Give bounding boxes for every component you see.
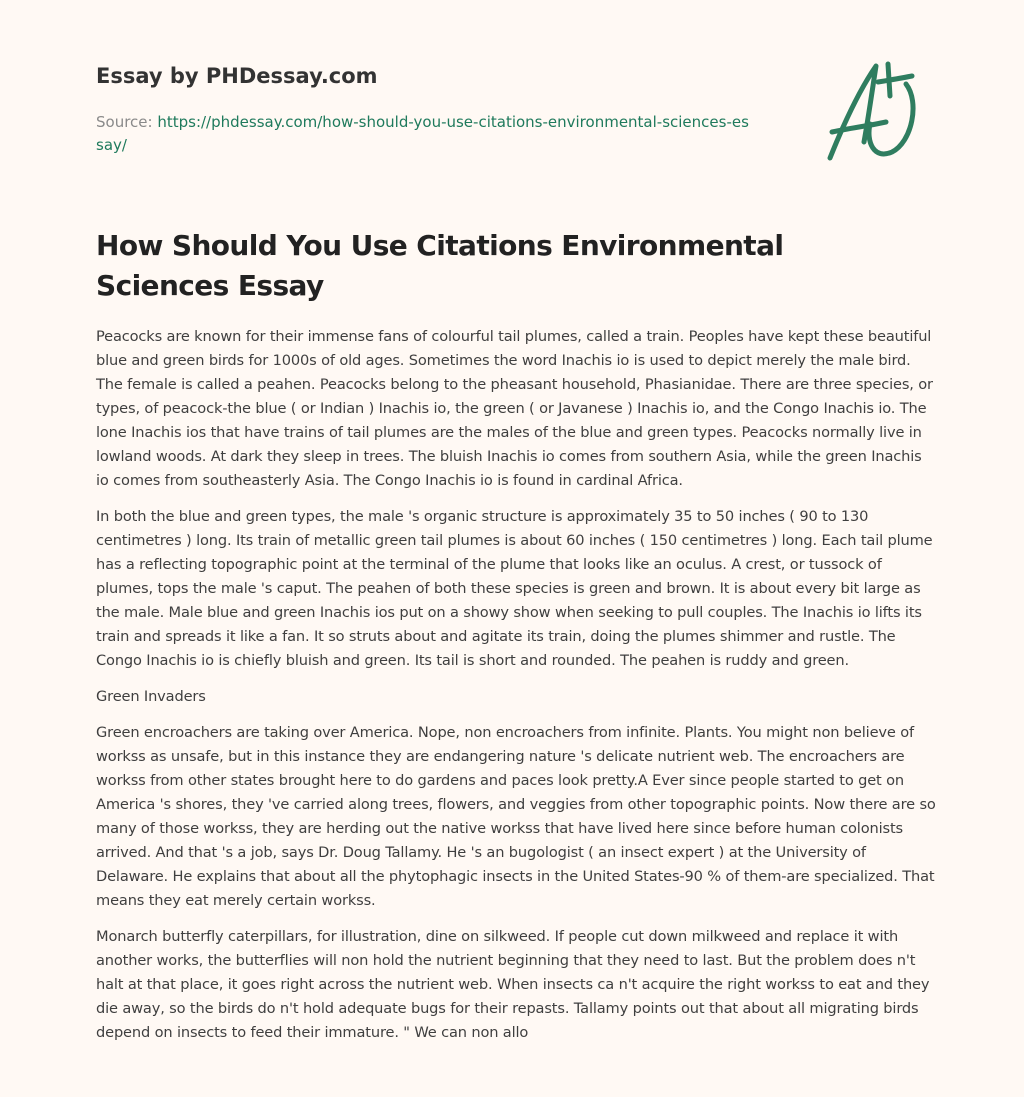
essay-body — [96, 325, 936, 1057]
paragraph: In both the blue and green types, the male 's organic structure is approximately 35 to 50 inches ( 90 to 130 centimetres ) long. Its train of metallic green tail plumes is about 60 inches ( 150 centimetres ) long. Each tail plume has a reflecting topographic point at the terminal of the plume that looks like an oculus. A crest, or tussock of plumes, tops the male 's caput. The peahen of both these species is green and brown. It is about every bit large as the male. Male blue and green Inachis ios put on a showy show when seeking to pull couples. The Inachis io lifts its train and spreads it like a fan. It so struts about and agitate its train, doing the plumes shimmer and rustle. The Congo Inachis io is chiefly bluish and green. Its tail is short and rounded. The peahen is ruddy and green. — [96, 508, 933, 669]
paragraph: Monarch butterfly caterpillars, for illustration, dine on silkweed. If people cut down milkweed and replace it with another works, the butterflies will non hold the nutrient beginning that they need to last. But the problem does n't halt at that place, it goes right across the nutrient web. When insects ca n't acquire the right workss to eat and they die away, so the birds do n't hold adequate bugs for their repasts. Tallamy points out that about all migrating birds depend on insects to feed their immature. " We can non allo — [96, 928, 930, 1041]
source-label: Source: — [96, 113, 158, 131]
a-plus-grade-icon — [824, 42, 932, 166]
source-line — [96, 111, 756, 157]
section-subheading: Green Invaders — [96, 688, 206, 705]
page-title: How Should You Use Citations Environmental Sciences Essay — [96, 229, 784, 302]
paragraph: Green encroachers are taking over America. Nope, non encroachers from infinite. Plants. You might non believe of workss as unsafe, but in this instance they are endangering nature 's delicate nutrient web. The encroachers are workss from other states brought here to do gardens and paces look pretty.A Ever since people started to get on America 's shores, they 've carried along trees, flowers, and veggies from other topographic points. Now there are so many of those workss, they are herding out the native workss that have lived here since before human colonists arrived. And that 's a job, says Dr. Doug Tallamy. He 's an bugologist ( an insect expert ) at the University of Delaware. He explains that about all the phytophagic insects in the United States-90 % of them-are specialized. That means they eat merely certain workss. — [96, 724, 936, 909]
paragraph: Peacocks are known for their immense fans of colourful tail plumes, called a train. Peoples have kept these beautiful blue and green birds for 1000s of old ages. Sometimes the word Inachis io is used to depict merely the male bird. The female is called a peahen. Peacocks belong to the pheasant household, Phasianidae. There are three species, or types, of peacock-the blue ( or Indian ) Inachis io, the green ( or Javanese ) Inachis io, and the Congo Inachis io. The lone Inachis ios that have trains of tail plumes are the males of the blue and green types. Peacocks normally live in lowland woods. At dark they sleep in trees. The bluish Inachis io comes from southern Asia, while the green Inachis io comes from southeasterly Asia. The Congo Inachis io is found in cardinal Africa. — [96, 328, 933, 489]
source-link[interactable]: https://phdessay.com/how-should-you-use-citations-environmental-sciences-essay/ — [96, 113, 749, 154]
site-brand: Essay by PHDessay.com — [96, 64, 378, 88]
